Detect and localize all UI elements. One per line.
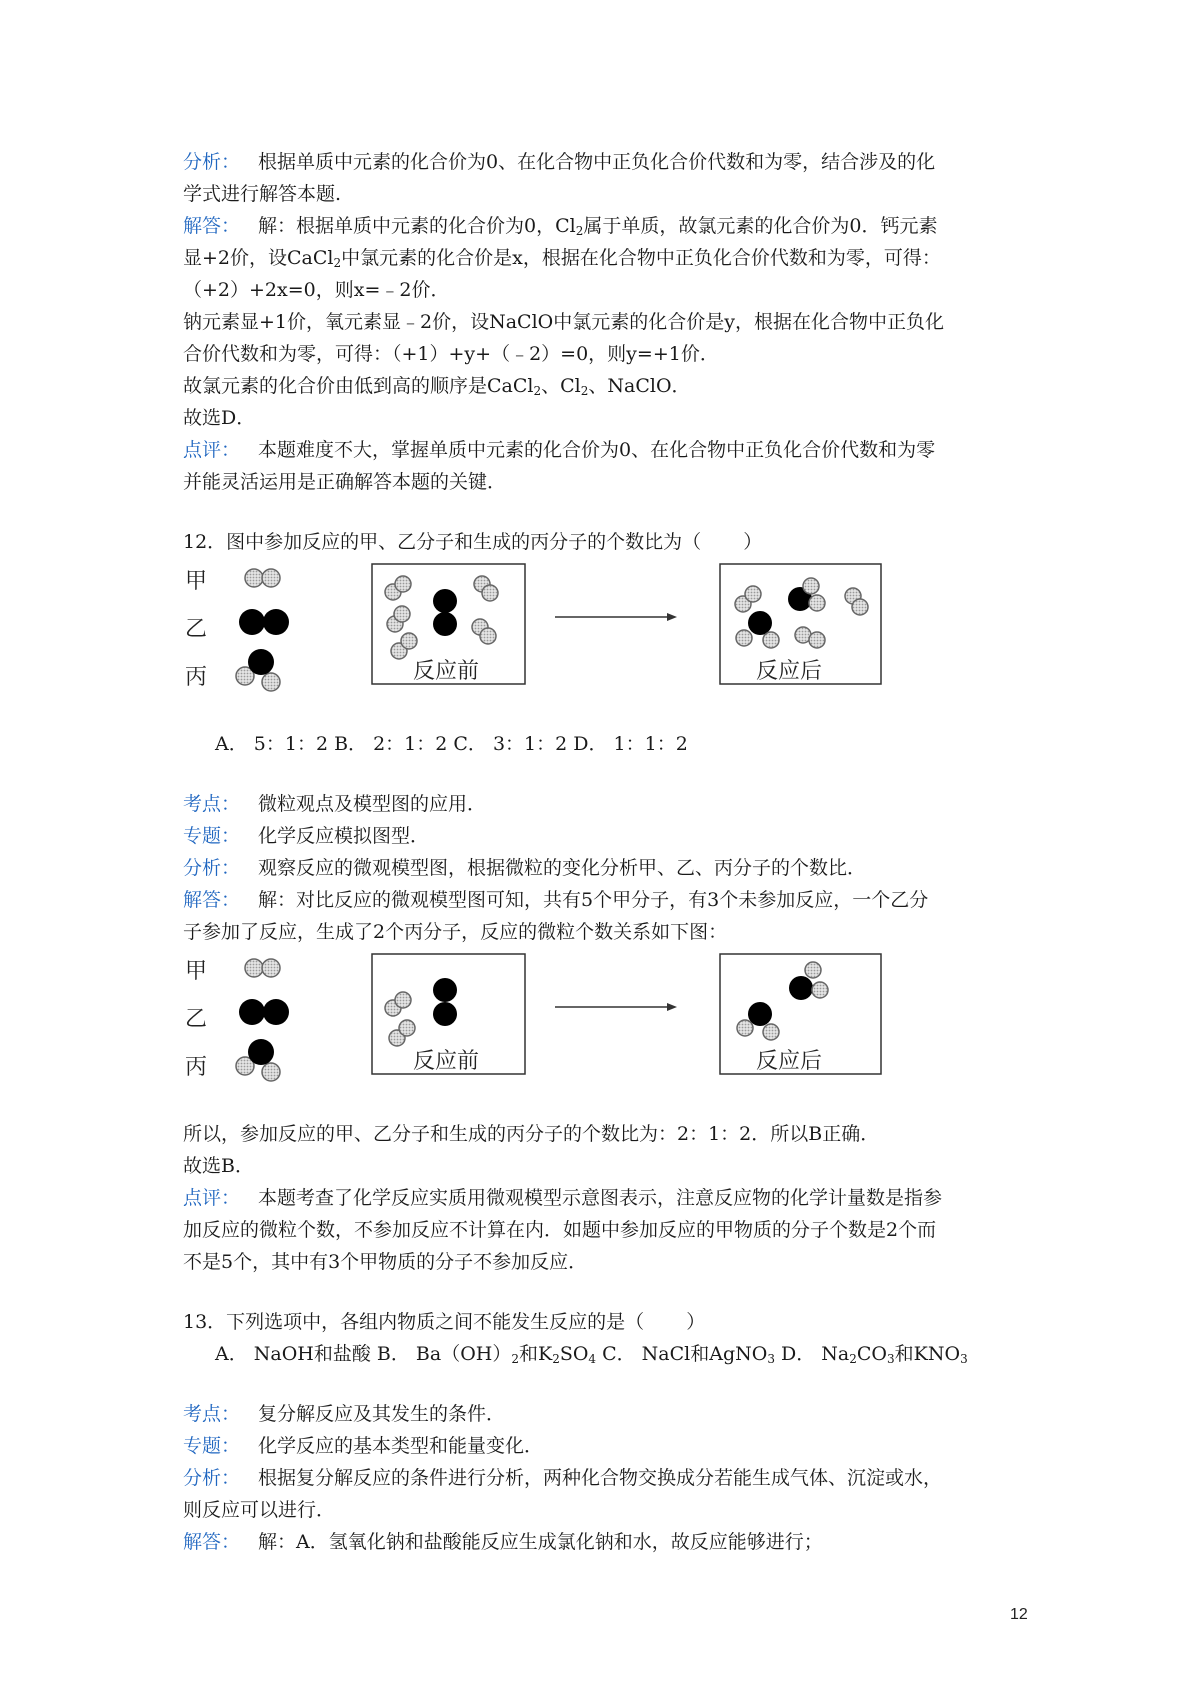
answer-text: 中氯元素的化合价是x，根据在化合物中正负化合价代数和为零，可得： <box>341 247 941 269</box>
question-12 <box>183 526 1023 558</box>
before-label: 反应前 <box>413 659 480 684</box>
option-text: A． NaOH和盐酸 B． Ba（OH） <box>215 1343 512 1365</box>
legend-label-bing: 丙 <box>185 665 208 690</box>
after-label: 反应后 <box>756 659 823 684</box>
answer-label: 解答： <box>183 215 241 237</box>
subscript: 2 <box>580 384 589 398</box>
kaodian-label: 考点： <box>183 1403 241 1425</box>
reaction-arrow <box>555 1003 677 1011</box>
legend-label-yi: 乙 <box>185 617 208 642</box>
answer-label: 解答： <box>183 889 241 911</box>
analysis-line <box>183 852 1023 884</box>
q13-options <box>183 1338 1023 1370</box>
question-13 <box>183 1306 1023 1338</box>
option-text: C． NaCl和AgNO <box>596 1343 768 1365</box>
zhuanti-text: 化学反应的基本类型和能量变化． <box>258 1435 544 1457</box>
legend-label-jia: 甲 <box>185 959 208 984</box>
comment-line <box>183 1182 1023 1214</box>
page-number: 12 <box>1010 1606 1028 1623</box>
subscript: 2 <box>333 256 342 270</box>
subscript: 2 <box>533 384 542 398</box>
comment-text: 本题考查了化学反应实质用微观模型示意图表示，注意反应物的化学计量数是指参 <box>258 1187 943 1209</box>
reaction-diagram-2 <box>183 948 1023 1118</box>
page-content <box>183 146 1023 1558</box>
answer-text: 属于单质，故氯元素的化合价为0．钙元素 <box>583 215 938 237</box>
kaodian-line <box>183 1398 1023 1430</box>
molecule-yi-legend <box>239 609 289 635</box>
comment-label: 点评： <box>183 1187 241 1209</box>
subscript: 3 <box>960 1352 968 1366</box>
answer-line <box>183 884 1023 916</box>
answer-text: 、Cl <box>541 375 581 397</box>
answer-line <box>183 210 1023 242</box>
analysis-label: 分析： <box>183 151 241 173</box>
zhuanti-label: 专题： <box>183 1435 241 1457</box>
analysis-text: 观察反应的微观模型图，根据微粒的变化分析甲、乙、丙分子的个数比． <box>258 857 867 879</box>
answer-line-2 <box>183 242 1023 274</box>
analysis-line <box>183 146 1023 178</box>
reaction-figure-svg <box>183 558 1023 728</box>
question-bracket: ） <box>743 531 763 553</box>
zhuanti-line <box>183 1430 1023 1462</box>
molecule-jia-legend <box>245 959 280 977</box>
question-text: 13．下列选项中，各组内物质之间不能发生反应的是（ <box>183 1311 645 1333</box>
zhuanti-label: 专题： <box>183 825 241 847</box>
answer-choice: 故选B． <box>183 1155 254 1177</box>
question-bracket: ） <box>686 1311 706 1333</box>
analysis-label: 分析： <box>183 857 241 879</box>
subscript: 4 <box>588 1352 597 1366</box>
analysis-text: 根据复分解反应的条件进行分析，两种化合物交换成分若能生成气体、沉淀或水， <box>258 1467 943 1489</box>
analysis-line <box>183 1462 1023 1494</box>
molecule-jia-legend <box>245 569 280 587</box>
after-label: 反应后 <box>756 1049 823 1074</box>
subscript: 2 <box>849 1352 857 1366</box>
q12-options: A． 5：1：2 B． 2：1：2 C． 3：1：2 D． 1：1：2 <box>215 733 688 755</box>
analysis-text: 根据单质中元素的化合价为0、在化合物中正负化合价代数和为零，结合涉及的化 <box>258 151 936 173</box>
reaction-figure-svg-2 <box>183 948 1023 1118</box>
zhuanti-text: 化学反应模拟图型． <box>258 825 430 847</box>
subscript: 2 <box>511 1352 519 1366</box>
analysis-text-cont: 学式进行解答本题. <box>183 183 342 205</box>
option-text: 和KNO <box>894 1343 961 1365</box>
subscript: 2 <box>575 224 584 238</box>
kaodian-text: 复分解反应及其发生的条件． <box>258 1403 506 1425</box>
reaction-diagram-1 <box>183 558 1023 728</box>
analysis-line-2: 则反应可以进行． <box>183 1499 336 1521</box>
answer-text: 解：A．氢氧化钠和盐酸能反应生成氯化钠和水，故反应能够进行； <box>258 1531 823 1553</box>
option-text: SO <box>559 1343 589 1365</box>
answer-line-2: 子参加了反应，生成了2个丙分子，反应的微粒个数关系如下图： <box>183 921 728 943</box>
option-text: 和K <box>518 1343 553 1365</box>
answer-line-3: （+2）+2x=0，则x=﹣2价． <box>183 279 450 301</box>
option-text: D． Na <box>774 1343 850 1365</box>
molecule-yi-legend <box>239 999 289 1025</box>
subscript: 3 <box>887 1352 895 1366</box>
answer-text: 故氯元素的化合价由低到高的顺序是CaCl <box>183 375 534 397</box>
comment-line <box>183 434 1023 466</box>
answer-line-5: 合价代数和为零，可得：（+1）+y+（﹣2）=0，则y=+1价． <box>183 343 719 365</box>
answer-line-4: 钠元素显+1价，氧元素显﹣2价，设NaClO中氯元素的化合价是y，根据在化合物中正负化 <box>183 311 944 333</box>
kaodian-label: 考点： <box>183 793 241 815</box>
answer-line <box>183 1526 1023 1558</box>
question-text: 12．图中参加反应的甲、乙分子和生成的丙分子的个数比为（ <box>183 531 702 553</box>
reaction-arrow <box>555 613 677 621</box>
comment-text: 本题难度不大，掌握单质中元素的化合价为0、在化合物中正负化合价代数和为零 <box>258 439 936 461</box>
answer-label: 解答： <box>183 1531 241 1553</box>
answer-choice: 故选D． <box>183 407 256 429</box>
analysis-label: 分析： <box>183 1467 241 1489</box>
conclusion-line: 所以，参加反应的甲、乙分子和生成的丙分子的个数比为：2：1：2．所以B正确． <box>183 1123 880 1145</box>
subscript: 3 <box>767 1352 775 1366</box>
legend-label-bing: 丙 <box>185 1055 208 1080</box>
legend-label-jia: 甲 <box>185 569 208 594</box>
before-label: 反应前 <box>413 1049 480 1074</box>
subscript: 2 <box>552 1352 560 1366</box>
answer-text: 显+2价，设CaCl <box>183 247 334 269</box>
molecule-bing-legend <box>236 649 280 691</box>
zhuanti-line <box>183 820 1023 852</box>
comment-label: 点评： <box>183 439 241 461</box>
legend-label-yi: 乙 <box>185 1007 208 1032</box>
answer-text: 、NaClO． <box>588 375 691 397</box>
answer-text: 解：对比反应的微观模型图可知，共有5个甲分子，有3个未参加反应，一个乙分 <box>258 889 929 911</box>
comment-line-2: 并能灵活运用是正确解答本题的关键． <box>183 471 507 493</box>
answer-text: 解：根据单质中元素的化合价为0，Cl <box>258 215 576 237</box>
option-text: CO <box>856 1343 888 1365</box>
comment-line-3: 不是5个，其中有3个甲物质的分子不参加反应． <box>183 1251 588 1273</box>
kaodian-text: 微粒观点及模型图的应用． <box>258 793 487 815</box>
molecule-bing-legend <box>236 1039 280 1081</box>
comment-line-2: 加反应的微粒个数，不参加反应不计算在内．如题中参加反应的甲物质的分子个数是2个而 <box>183 1219 937 1241</box>
kaodian-line <box>183 788 1023 820</box>
answer-line-6 <box>183 370 1023 402</box>
